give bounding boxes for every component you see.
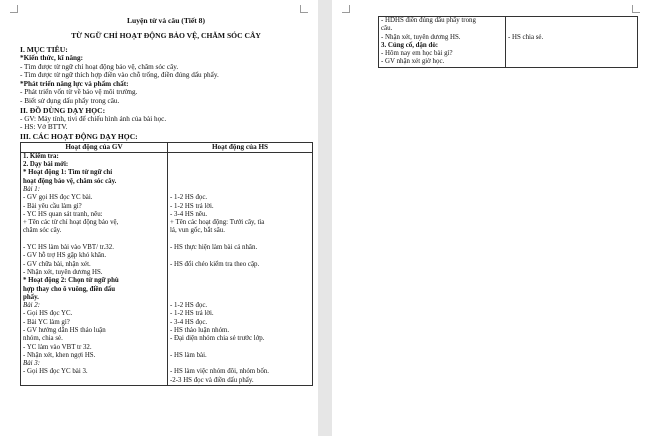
activity-line: 1. Kiểm tra: (23, 152, 59, 160)
activity-line: - YC HS làm bài vào VBT/ tr.32. (23, 244, 114, 252)
activity-line: Bài 1: (23, 185, 41, 193)
activity-line: - Nhận xét, tuyên dương HS. (23, 268, 103, 276)
blank-line (508, 58, 635, 66)
competence-line: - Phát triển vốn từ về bảo vệ môi trường. (20, 88, 138, 97)
activity-line: - Đại diện nhóm chia sẻ trước lớp. (170, 335, 265, 343)
blank-line (508, 17, 635, 25)
blank-line (170, 344, 310, 352)
activity-line: - 1-2 HS đọc. (170, 302, 208, 310)
activity-line: - 1-2 HS đọc. (170, 194, 208, 202)
page-corner-mark (10, 5, 18, 13)
activity-line: chăm sóc cây. (23, 227, 62, 235)
activity-line: * Hoạt động 2: Chọn từ ngữ phù (23, 277, 119, 285)
materials-line: - HS: Vở BTTV. (20, 123, 68, 132)
objectives-heading: I. MỤC TIÊU: (20, 45, 68, 54)
activity-line: - YC HS quan sát tranh, nêu: (23, 210, 103, 218)
activity-line: - Nhận xét, tuyên dương HS. (381, 33, 461, 41)
blank-line (170, 161, 310, 169)
activity-line: 3. Củng cố, dặn dò: (381, 41, 439, 49)
activity-line: - YC làm vào VBT tr 32. (23, 343, 92, 351)
blank-line (170, 360, 310, 368)
activity-line: phẩy. (23, 293, 39, 301)
page-corner-mark (300, 5, 308, 13)
student-activities-cell (506, 17, 638, 68)
activity-line: - HDHS điền đúng dấu phẩy trong (381, 17, 476, 24)
blank-line (508, 42, 635, 50)
column-header-teacher: Hoạt động của GV (21, 142, 168, 152)
activity-line: - 3-4 HS nêu. (170, 210, 208, 218)
blank-line (170, 286, 310, 294)
activity-line: Bài 2: (23, 302, 41, 310)
activity-line: - GV hướng dẫn HS thảo luận (23, 326, 106, 334)
competence-line: - Biết sử dụng dấu phẩy trong câu. (20, 96, 120, 105)
blank-line (508, 25, 635, 33)
activity-line: - Bài YC làm gì? (23, 318, 70, 326)
activity-line: - Bài yêu cầu làm gì? (23, 202, 82, 210)
student-activities-cell (168, 152, 313, 385)
activity-line: - HS đổi chéo kiểm tra theo cặp. (170, 260, 260, 268)
activity-line: - GV nhận xét giờ học. (381, 58, 445, 66)
activity-line: + Tên các từ chỉ hoạt động bảo vệ, (23, 219, 119, 227)
activity-line: 2. Dạy bài mới: (23, 161, 69, 169)
activity-line: - Gọi HS đọc YC. (23, 310, 73, 318)
activity-line: nhóm, chia sẻ. (23, 335, 63, 343)
activity-line: -2-3 HS đọc và điền dấu phẩy. (170, 376, 254, 384)
blank-line (170, 186, 310, 194)
teacher-activities-cell (379, 17, 506, 68)
activity-line: Bài 3: (23, 360, 41, 368)
activity-line: - Nhận xét, khen ngợi HS. (23, 351, 96, 359)
activity-line: - Gọi HS đọc YC bài 3. (23, 368, 88, 376)
knowledge-line: - Tìm được từ ngữ chỉ hoạt động bảo vệ, chăm sóc cây. (20, 62, 179, 71)
table-header-row (21, 142, 313, 152)
activity-line: - HS làm bài. (170, 351, 207, 359)
blank-line (23, 236, 165, 244)
page-corner-mark (632, 5, 640, 13)
teacher-activities-cell (21, 152, 168, 385)
activity-line: hoạt động bảo vệ, chăm sóc cây. (23, 177, 117, 185)
knowledge-line: - Tìm được từ ngữ thích hợp điền vào chỗ trống, điền đúng dấu phẩy. (20, 71, 219, 80)
blank-line (170, 294, 310, 302)
activity-line: - 1-2 HS trả lời. (170, 202, 214, 210)
page-1-content (20, 16, 312, 386)
blank-line (170, 169, 310, 177)
activities-table-continued (378, 16, 638, 68)
page-corner-mark (342, 5, 350, 13)
activity-line: - HS thảo luận nhóm. (170, 326, 230, 334)
blank-line (170, 277, 310, 285)
activity-line: câu. (381, 25, 393, 33)
lesson-title: Luyện từ và câu (Tiết 8) (126, 16, 206, 25)
activities-heading: III. CÁC HOẠT ĐỘNG DẠY HỌC: (20, 131, 138, 141)
activity-line: * Hoạt động 1: Tìm từ ngữ chỉ (23, 169, 113, 177)
competence-heading: *Phát triển năng lực và phẩm chất: (20, 79, 129, 88)
table-row (379, 17, 638, 68)
activity-line: - 1-2 HS trả lời. (170, 310, 214, 318)
knowledge-heading: *Kiến thức, kĩ năng: (20, 54, 84, 62)
blank-line (508, 50, 635, 58)
activities-table (20, 142, 313, 386)
table-row (21, 152, 313, 385)
activity-line: - 3-4 HS đọc. (170, 318, 208, 326)
page-2-content (378, 16, 638, 68)
activity-line: - GV hỗ trợ HS gặp khó khăn. (23, 252, 107, 260)
blank-line (170, 252, 310, 260)
activity-line: + Tên các hoạt động: Tưới cây, tìa (170, 219, 265, 227)
activity-line: - GV gọi HS đọc YC bài. (23, 194, 93, 202)
activity-line: - HS chia sẻ. (508, 33, 544, 41)
activity-line: - HS thực hiện làm bài cá nhân. (170, 244, 258, 252)
materials-heading: II. ĐỒ DÙNG DẠY HỌC: (20, 105, 106, 115)
blank-line (170, 269, 310, 277)
materials-line: - GV: Máy tính, tivi để chiếu hình ảnh của bài học. (20, 114, 167, 123)
column-header-student: Hoạt động của HS (168, 142, 313, 152)
activity-line: lá, vun gốc, bắt sâu. (170, 227, 225, 235)
blank-line (170, 236, 310, 244)
blank-line (170, 153, 310, 161)
lesson-subtitle: TỪ NGỮ CHỈ HOẠT ĐỘNG BẢO VỆ, CHĂM SÓC CÂY (71, 31, 261, 40)
activity-line: - GV chữa bài, nhận xét. (23, 260, 91, 268)
activity-line: - Hôm nay em học bài gì? (381, 50, 453, 58)
activity-line: hợp thay cho ô vuông, điền dấu (23, 285, 116, 293)
activity-line: - HS làm việc nhóm đôi, nhóm bốn. (170, 368, 269, 376)
blank-line (170, 178, 310, 186)
